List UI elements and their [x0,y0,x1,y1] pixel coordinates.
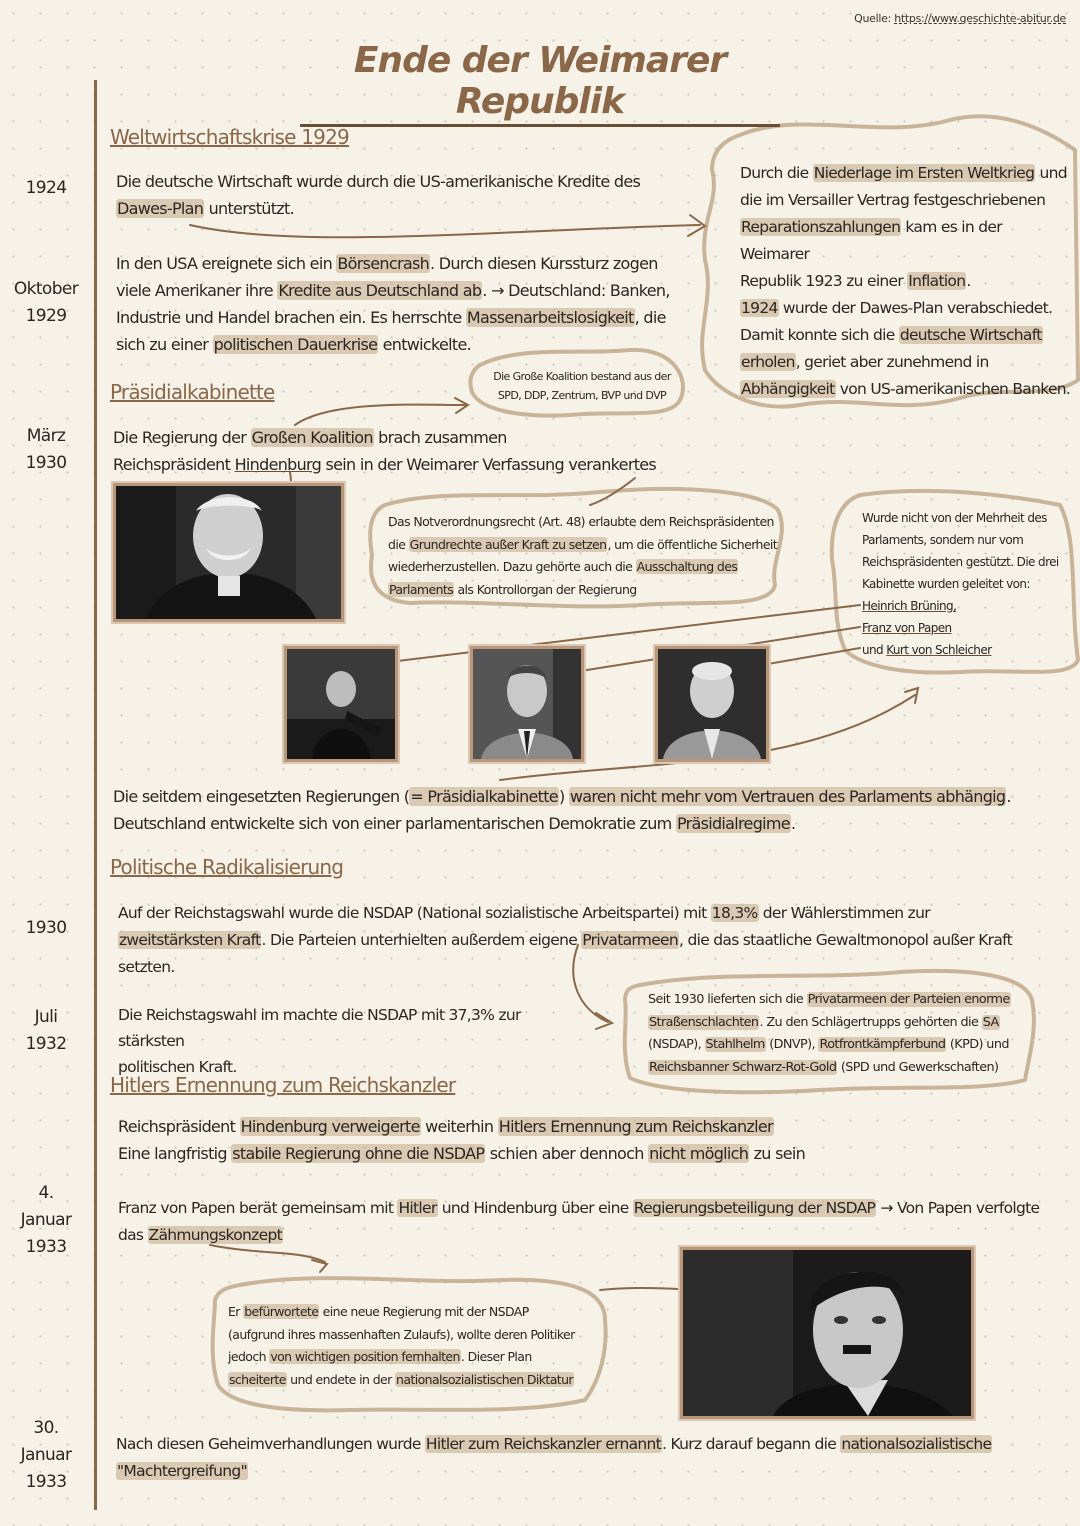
highlight: Hindenburg verweigerte [240,1117,420,1136]
date-4-january-1933 [6,1180,86,1261]
text: Die Regierung der [113,428,251,447]
photo-papen [470,646,584,762]
text-line: Reichspräsidenten gestützt. Die drei [862,555,1059,569]
source-citation [854,12,1066,25]
text-line [740,322,1075,349]
highlight: nationalsozialistischen Diktatur [396,1371,573,1387]
date-text: März [26,426,66,446]
highlight: Hitler zum Reichskanzler ernannt [425,1435,661,1453]
name-papen: Franz von Papen [862,621,952,635]
section-heading-praesidialkabinette: Präsidialkabinette [110,380,275,404]
date-text: 30. [33,1418,59,1438]
text-line [118,900,1018,927]
text-line [116,1458,1046,1485]
arrow-head-1 [688,215,705,236]
highlight: 1924 [741,299,778,317]
cloud-note-economy [740,160,1075,403]
text: viele Amerikaner ihre [116,281,278,300]
paragraph-machtergreifung [116,1431,1046,1485]
text: sein in der Weimarer Verfassung verankertes [321,455,657,474]
arrow-head-5 [312,1260,327,1272]
text: Reichspräsident [113,455,235,474]
arrow-head-4 [596,1013,612,1029]
date-text: 1929 [25,306,67,326]
date-october-1929 [6,276,86,330]
text-line [228,1369,598,1392]
highlight: Präsidialregime [676,814,790,833]
text: . Dieser Plan [460,1349,532,1364]
text-line: politischen Kraft. [118,1058,237,1076]
date-30-january-1933 [6,1415,86,1496]
highlight: deutsche Wirtschaft [899,326,1042,344]
section-heading-weltwirtschaftskrise: Weltwirtschaftskrise 1929 [110,125,349,149]
text: Nach diesen Geheimverhandlungen wurde [116,1435,425,1453]
text: weiterhin [420,1117,498,1136]
cloud-note-zaehmungskonzept [228,1301,598,1391]
highlight: Zähmungskonzept [148,1226,282,1244]
cloud-note-kabinette [862,507,1072,661]
highlight: Grundrechte außer Kraft zu setzen [409,536,607,552]
arrow-dawes-to-cloud [190,225,700,237]
name-bruening: Heinrich Brüning, [862,599,957,613]
text: brach zusammen [373,428,507,447]
text-line [118,927,1018,954]
text: Die deutsche Wirtschaft wurde durch die US-amerikanische Kredite des [116,172,641,191]
text: Republik 1923 zu einer [740,272,908,290]
text-line [648,1034,1028,1057]
text-line [118,1195,1048,1222]
highlight: politischen Dauerkrise [213,335,378,354]
text: Reichspräsident [118,1117,240,1136]
highlight: Stahlhelm [705,1037,765,1052]
highlight: nationalsozialistische [841,1435,992,1453]
text: , geriet aber zunehmend in [795,353,989,371]
date-text: Januar [20,1210,72,1230]
text-line [228,1346,598,1369]
section-heading-ernennung: Hitlers Ernennung zum Reichskanzler [110,1073,456,1097]
date-text: 1932 [25,1034,67,1054]
highlight: Reichsbanner Schwarz-Rot-Gold [649,1059,837,1075]
highlight: "Machtergreifung" [117,1462,247,1480]
highlight: Niederlage im Ersten Weltkrieg [813,164,1035,182]
highlight: Reparationszahlungen [741,218,901,236]
text-line [740,349,1075,376]
date-text: 4. [38,1183,54,1203]
text-line [740,160,1075,187]
text-line: Republik 1923 zu einer Inflation. [740,272,971,290]
highlight: Massenarbeitslosigkeit [466,308,634,327]
paragraph-praesidialregime [113,783,1013,837]
portrait-papen-image [473,649,581,759]
cloud-note-coalition [487,367,677,405]
text: Industrie und Handel brachen ein. Es herrschte [116,308,466,327]
text: Er [228,1304,244,1319]
text: Durch die [740,164,813,182]
text: In den USA ereignete sich ein [116,254,337,273]
text-line [388,556,778,579]
date-march-1930 [6,423,86,477]
text-line [116,304,696,331]
highlight: SA [982,1014,999,1030]
date-1930 [6,915,86,942]
text-line [862,639,1072,661]
text: der Wählerstimmen zur [758,904,930,922]
page-title: Ende der Weimarer Republik [300,40,780,127]
portrait-hitler-image [683,1250,971,1416]
text: , die [634,308,666,327]
text: wurde der Dawes-Plan verabschiedet. [778,299,1053,317]
text: von US-amerikanischen Banken. [835,380,1071,398]
highlight: Parlaments [389,581,454,597]
text: wiederherzustellen. Dazu gehörte auch die [388,559,636,574]
text: als Kontrollorgan der Regierung [454,581,637,597]
text-line [388,579,778,602]
portrait-bruening-image [287,649,395,759]
text: schien aber dennoch [485,1144,649,1163]
source-link[interactable]: https://www.geschichte-abitur.de [894,12,1066,25]
highlight: Rotfrontkämpferbund [819,1037,946,1052]
paragraph-reichstagswahl-1930 [118,900,1018,981]
text: und [862,643,887,657]
text-line [648,1012,1028,1035]
text: , die das staatliche Gewaltmonopol außer Kraft [679,931,1013,949]
arrow-head-3 [905,688,918,703]
highlight: Kredite aus Deutschland ab [278,281,482,300]
photo-schleicher [655,646,769,762]
text: die im Versailler Vertrag festgeschriebenen [740,191,1046,209]
date-text: 1924 [25,178,67,198]
paragraph-hindenburg-verweigerung [118,1113,1018,1167]
highlight: Straßenschlachten [649,1014,759,1030]
text-line: Wurde nicht von der Mehrheit des [862,511,1047,525]
text: → Von Papen verfolgte [876,1199,1040,1217]
portrait-hindenburg-image [116,486,341,619]
text: . Kurz darauf begann die [662,1435,841,1453]
text: Die seitdem eingesetzten Regierungen ( [113,787,410,806]
photo-hindenburg [113,483,344,622]
highlight: Inflation [908,272,966,290]
photo-bruening [284,646,398,762]
portrait-schleicher-image [658,649,766,759]
date-july-1932 [6,1004,86,1058]
highlight: Hitler [398,1199,437,1217]
text-line: Das Notverordnungsrecht (Art. 48) erlaubte dem Reichspräsidenten [388,514,774,529]
text: Franz von Papen berät gemeinsam mit [118,1199,398,1217]
text-line [118,1222,1048,1249]
highlight: von wichtigen position fernhalten [270,1349,460,1364]
text: kam es in der Weimarer [740,218,1002,263]
text-line [116,277,696,304]
text: sich zu einer [116,335,213,354]
text: Deutschland entwickelte sich von einer parlamentarischen Demokratie zum [113,814,676,833]
highlight: Hitlers Ernennung zum Reichskanzler [498,1117,773,1136]
cloud-note-privatarmeen [648,989,1028,1079]
text: und [1035,164,1067,182]
paragraph-dawes-plan [116,168,676,222]
text: und endete in der [286,1371,396,1387]
text: das [118,1226,148,1244]
text: Seit 1930 lieferten sich die [648,992,807,1007]
text: unterstützt. [204,199,294,218]
date-text: 1930 [25,453,67,473]
highlight: Privatarmeen der Parteien enorme [807,992,1010,1007]
highlight: zweitstärksten Kraft [119,931,261,949]
text: Damit konnte sich die [740,326,899,344]
text-line [113,424,813,451]
text: ) [558,787,569,806]
date-text: 1930 [25,918,67,938]
text-line [116,168,676,195]
text: Eine langfristig [118,1144,232,1163]
text-line [116,1431,1046,1458]
text-line [740,187,1075,214]
text: und Hindenburg über eine [437,1199,633,1217]
highlight: Dawes-Plan [117,199,204,218]
paragraph-papen-zaehmung [118,1195,1048,1249]
highlight: Abhängigkeit [741,380,835,398]
date-text: 1933 [25,1472,67,1492]
text-line: SPD, DDP, Zentrum, BVP und DVP [497,389,667,402]
text-line [388,534,778,557]
text-line [648,989,1028,1012]
arrow-head-2 [455,398,468,413]
paragraph-reichstagswahl-1932 [118,1002,578,1080]
text: . Durch diesen Kurssturz zogen [430,254,658,273]
highlight: scheiterte [229,1371,286,1387]
highlight: befürwortete [244,1304,319,1319]
line-bruening [340,605,860,668]
text-line [118,1113,1018,1140]
highlight: Börsencrash [337,254,430,273]
text: die [388,536,409,552]
text: entwickelte. [378,335,471,354]
text-line: Die Reichstagswahl im machte die NSDAP mit 37,3% zur stärksten [118,1006,521,1050]
date-text: Januar [20,1445,72,1465]
highlight: waren nicht mehr vom Vertrauen des Parlaments abhängig [569,787,1006,806]
text: , um die öffentliche Sicherheit [607,536,778,552]
text-line: Die Große Koalition bestand aus der [493,370,671,383]
text: (KPD) und [946,1037,1009,1052]
text-line [116,331,696,358]
source-label: Quelle: [854,12,892,25]
underlined: Hindenburg [234,455,322,474]
text: . Zu den Schlägertrupps gehörten die [759,1014,982,1030]
highlight: stabile Regierung ohne die NSDAP [232,1144,485,1163]
text-line [116,195,676,222]
text-line [740,214,1075,268]
text: (SPD und Gewerkschaften) [837,1059,999,1075]
text-line [116,250,696,277]
text-line [648,1057,1028,1080]
date-text: Oktober [13,279,79,299]
text-line: (aufgrund ihres massenhaften Zulaufs), wollte deren Politiker [228,1326,575,1342]
text-line: Deutschland entwickelte sich von einer parlamentarischen Demokratie zum Präsidialregime. [113,814,796,833]
text: (NSDAP), [648,1037,705,1052]
text: zu sein [749,1144,806,1163]
text-line [118,1140,1018,1167]
text: (DNVP), [765,1037,819,1052]
arrow-regierung-to-coalition [295,405,465,425]
name-schleicher: Kurt von Schleicher [886,643,992,657]
timeline-line [94,80,97,1510]
text: . Die Parteien unterhielten außerdem eigene [261,931,582,949]
paragraph-boersencrash [116,250,696,358]
text-line [740,295,1075,322]
text: jedoch [228,1349,270,1364]
cloud-note-notverordnung [388,511,778,601]
text-line: Parlaments, sondern nur vom [862,533,1024,547]
text-line: setzten. [118,958,175,976]
highlight: = Präsidialkabinette [410,787,558,806]
highlight: Ausschaltung des [636,559,738,574]
date-text: 1933 [25,1237,67,1257]
highlight: erholen [741,353,795,371]
text-line [228,1301,598,1324]
text-line: Kabinette wurden geleitet von: [862,577,1030,591]
text: . → Deutschland: Banken, [482,281,670,300]
highlight: 18,3% [711,904,758,922]
text: Auf der Reichstagswahl wurde die NSDAP (National sozialistische Arbeitspartei) mit [118,904,711,922]
highlight: Privatarmeen [582,931,678,949]
text: eine neue Regierung mit der NSDAP [319,1304,529,1319]
text-line [740,376,1075,403]
date-text: Juli [34,1007,58,1027]
highlight: Regierungsbeteiligung der NSDAP [633,1199,876,1217]
photo-hitler [680,1247,974,1419]
text-line: Die seitdem eingesetzten Regierungen (= Präsidialkabinette) waren nicht mehr vom Vertrauen des Parlaments abhängig. [113,787,1011,806]
section-heading-radikalisierung: Politische Radikalisierung [110,855,344,879]
date-1924 [6,175,86,202]
highlight: nicht möglich [649,1144,749,1163]
highlight: Großen Koalition [251,428,373,447]
